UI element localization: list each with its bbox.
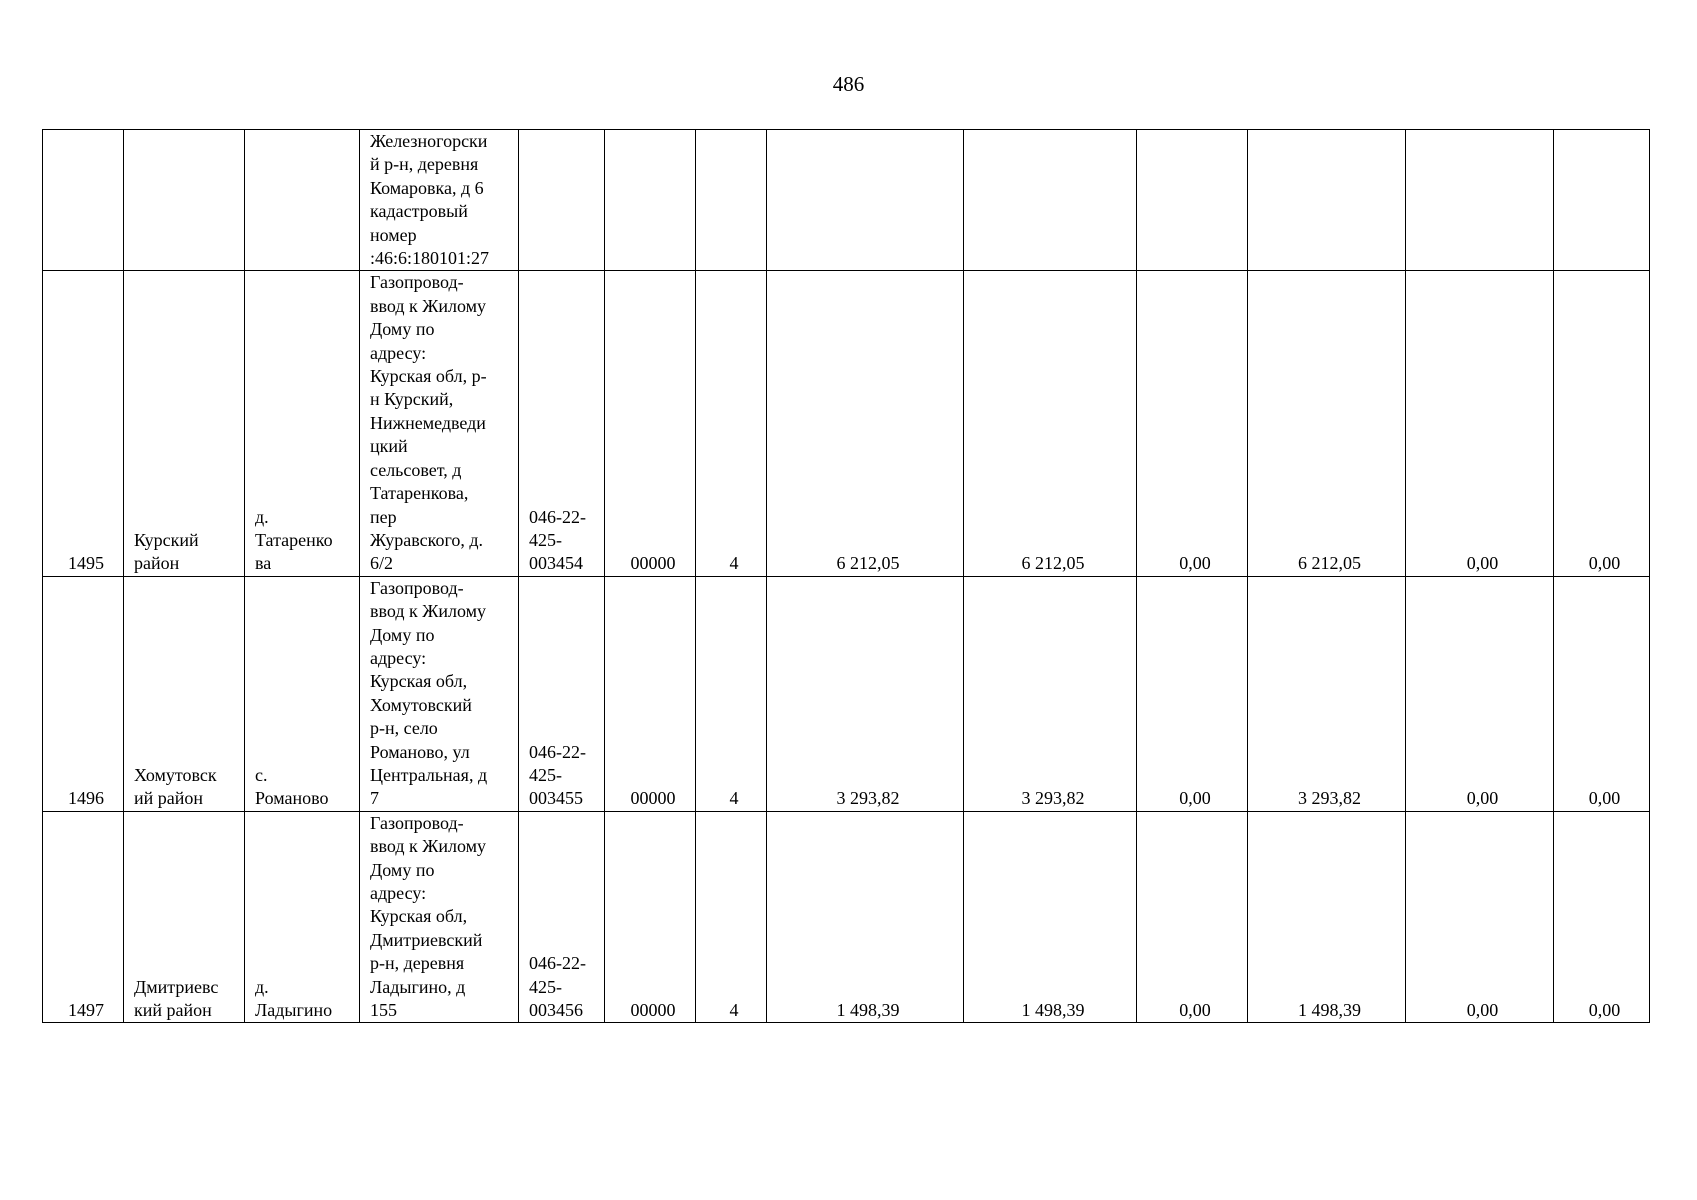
row-number-cell <box>43 130 124 271</box>
district-cell: Курский район <box>124 271 245 576</box>
amount-cell-1 <box>767 130 964 271</box>
amount-cell-3: 0,00 <box>1137 271 1248 576</box>
locality-cell <box>245 130 360 271</box>
district-cell: Дмитриевс кий район <box>124 811 245 1023</box>
table-row <box>43 811 1650 1023</box>
amount-cell-2: 1 498,39 <box>964 811 1137 1023</box>
row-number-cell: 1495 <box>43 271 124 576</box>
code-00000-cell: 00000 <box>605 811 696 1023</box>
amount-cell-6: 0,00 <box>1554 271 1650 576</box>
amount-cell-6: 0,00 <box>1554 811 1650 1023</box>
description-cell: Газопровод- ввод к Жилому Дому по адресу: Курская обл, р- н Курский, Нижнемедведи цкий сельсовет, д Татаренкова, пер Журавского, д. 6/2 <box>360 271 519 576</box>
amount-cell-2 <box>964 130 1137 271</box>
amount-cell-2: 6 212,05 <box>964 271 1137 576</box>
description-cell: Газопровод- ввод к Жилому Дому по адресу: Курская обл, Дмитриевский р-н, деревня Ладыгино, д 155 <box>360 811 519 1023</box>
amount-cell-1: 3 293,82 <box>767 576 964 811</box>
code-00000-cell: 00000 <box>605 576 696 811</box>
amount-cell-1: 6 212,05 <box>767 271 964 576</box>
table-row <box>43 130 1650 271</box>
page-number: 486 <box>832 72 865 96</box>
code-cell: 046-22- 425- 003454 <box>519 271 605 576</box>
amount-cell-5 <box>1406 130 1554 271</box>
locality-cell: д. Татаренко ва <box>245 271 360 576</box>
district-cell <box>124 130 245 271</box>
amount-cell-4: 6 212,05 <box>1248 271 1406 576</box>
count-cell: 4 <box>696 811 767 1023</box>
amount-cell-4: 3 293,82 <box>1248 576 1406 811</box>
table-row <box>43 576 1650 811</box>
count-cell <box>696 130 767 271</box>
amount-cell-3 <box>1137 130 1248 271</box>
amount-cell-5: 0,00 <box>1406 576 1554 811</box>
amount-cell-5: 0,00 <box>1406 811 1554 1023</box>
code-cell: 046-22- 425- 003455 <box>519 576 605 811</box>
description-cell: Железногорски й р-н, деревня Комаровка, д 6 кадастровый номер :46:6:180101:27 <box>360 130 519 271</box>
count-cell: 4 <box>696 576 767 811</box>
code-00000-cell: 00000 <box>605 271 696 576</box>
amount-cell-2: 3 293,82 <box>964 576 1137 811</box>
description-cell: Газопровод- ввод к Жилому Дому по адресу: Курская обл, Хомутовский р-н, село Романово, ул Центральная, д 7 <box>360 576 519 811</box>
amount-cell-3: 0,00 <box>1137 576 1248 811</box>
amount-cell-6: 0,00 <box>1554 576 1650 811</box>
code-cell <box>519 130 605 271</box>
amount-cell-4 <box>1248 130 1406 271</box>
row-number-cell: 1496 <box>43 576 124 811</box>
locality-cell: с. Романово <box>245 576 360 811</box>
count-cell: 4 <box>696 271 767 576</box>
code-00000-cell <box>605 130 696 271</box>
asset-register-table <box>42 129 1650 1023</box>
amount-cell-4: 1 498,39 <box>1248 811 1406 1023</box>
locality-cell: д. Ладыгино <box>245 811 360 1023</box>
district-cell: Хомутовск ий район <box>124 576 245 811</box>
code-cell: 046-22- 425- 003456 <box>519 811 605 1023</box>
table-row <box>43 271 1650 576</box>
amount-cell-1: 1 498,39 <box>767 811 964 1023</box>
row-number-cell: 1497 <box>43 811 124 1023</box>
amount-cell-3: 0,00 <box>1137 811 1248 1023</box>
amount-cell-5: 0,00 <box>1406 271 1554 576</box>
amount-cell-6 <box>1554 130 1650 271</box>
